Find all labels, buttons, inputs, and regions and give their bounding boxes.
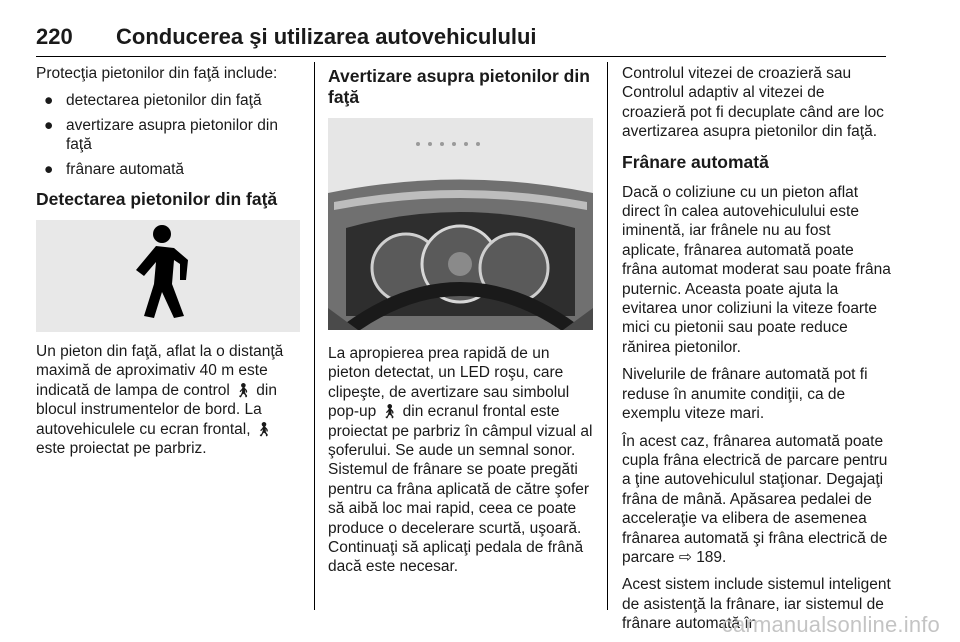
column-2 <box>328 64 593 585</box>
column-divider-left <box>314 62 315 610</box>
pedestrian-symbol-icon: 🚶︎ <box>234 381 252 398</box>
column-divider-right <box>607 62 608 610</box>
detection-description: Un pieton din faţă, aflat la o distanţă maximă de aproximativ 40 m este indicată de lampa de control 🚶︎ din blocul instrumentelor de bord. La autovehiculele cu ecran frontal, 🚶︎ este proiectat pe parbriz. <box>36 343 284 458</box>
braking-description: Dacă o coliziune cu un pieton aflat direct în calea autovehiculului este iminentă, iar frânele nu au fost aplicate, frânarea automată poate frâna automat moderat sau poate frâna puternic. Aceasta poate ajuta la evitarea unor coliziuni la viteze foarte mici cu pietonii sau poate reduce rănirea pietonilor. <box>622 183 891 356</box>
brake-assist-text: Acest sistem include sistemul inteligent de asistenţă la frânare, iar sistemul de frânare automată în <box>622 576 891 633</box>
pedestrian-symbol-icon: 🚶︎ <box>380 403 399 420</box>
page-number: 220 <box>36 24 73 49</box>
page-title: Conducerea şi utilizarea autovehiculului <box>116 24 537 49</box>
bullet-icon: ● <box>44 160 54 178</box>
section-heading-warning: Avertizare asupra pietonilor din faţă <box>328 66 590 107</box>
list-item: ● frânare automată <box>44 160 185 178</box>
column-3 <box>622 64 892 642</box>
intro-text: Protecţia pietonilor din faţă include: <box>36 65 278 82</box>
list-item: ● detectarea pietonilor din faţă <box>44 92 262 110</box>
page-reference-link[interactable]: 189. <box>696 548 727 566</box>
bullet-icon: ● <box>44 116 54 134</box>
parking-brake-text: În acest caz, frânarea automată poate cupla frâna electrică de parcare pentru a ţine autovehiculul staţionar. Degajaţi frâna de mână. Apăsarea pedalei de acceleraţie va elibera de asemenea frânarea automată şi frâna electrică de parcare ⇨ 189. <box>622 432 888 566</box>
page-ref-arrow-icon: ⇨ <box>678 548 692 566</box>
pedestrian-symbol-figure <box>36 220 300 332</box>
braking-levels-text: Nivelurile de frânare automată pot fi reduse în anumite condiţii, ca de exemplu viteze mari. <box>622 366 868 423</box>
page-header <box>36 22 886 57</box>
section-heading-braking: Frânare automată <box>622 151 769 172</box>
pedestrian-symbol-icon: 🚶︎ <box>254 420 273 437</box>
feature-list <box>36 91 300 179</box>
bullet-icon: ● <box>44 92 54 110</box>
column-1 <box>36 64 300 466</box>
instrument-cluster-image <box>328 118 593 330</box>
section-heading-detection: Detectarea pietonilor din faţă <box>36 189 278 210</box>
dashboard-illustration <box>328 118 593 330</box>
list-item: ● avertizare asupra pietonilor din faţă <box>44 116 278 154</box>
warning-description: La apropierea prea rapidă de un pieton detectat, un LED roşu, care clipeşte, de avertizare sau simbolul pop-up 🚶︎ din ecranul frontal este proiectat pe parbriz în câmpul vizual al şoferului. Se aude un semnal sonor. Sistemul de frânare se poate pregăti pentru ca frâna aplicată de către şofer să aibă loc mai rapid, ceea ce poate produce o decelerare scurtă, uşoară. Continuaţi să aplicaţi pedala de frână dacă este necesar. <box>328 345 593 576</box>
watermark: carmanualsonline.info <box>721 612 940 637</box>
cruise-control-note: Controlul vitezei de croazieră sau Controlul adaptiv al vitezei de croazieră pot fi decuplate când are loc avertizarea asupra pietonilor din faţă. <box>622 65 884 141</box>
pedestrian-icon <box>36 220 300 332</box>
